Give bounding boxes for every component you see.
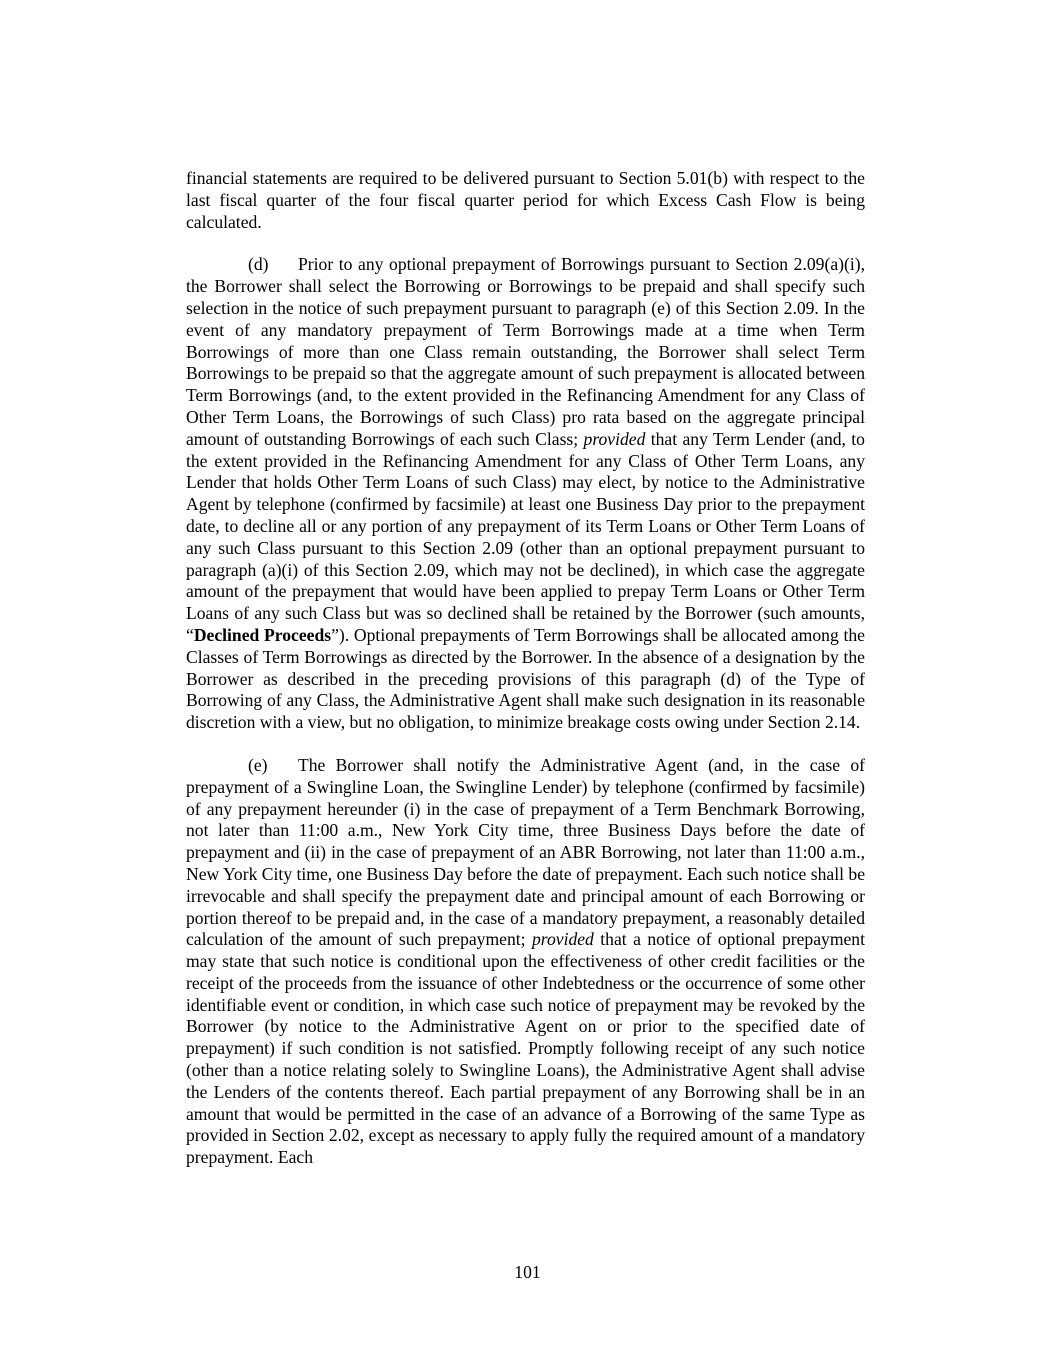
page-number: 101 (514, 1262, 541, 1282)
paragraph-c-continuation (186, 168, 865, 233)
paragraph-d-label: (d) (248, 254, 269, 275)
paragraph-e (186, 755, 865, 1169)
paragraph-d-text-3: ”). Optional prepayments of Term Borrowings shall be allocated among the Classes of Term Borrowings as directed by the Borrower. In the absence of a designation by the Borrower as described in the preceding provisions of this paragraph (d) of the Type of Borrowing of any Class, the Administrative Agent shall make such designation in its reasonable discretion with a view, but no obligation, to minimize breakage costs owing under Section 2.14. (186, 624, 865, 733)
paragraph-d-text-1: Prior to any optional prepayment of Borrowings pursuant to Section 2.09(a)(i), the Borrower shall select the Borrowing or Borrowings to be prepaid and shall specify such selection in the notice of such prepayment pursuant to paragraph (e) of this Section 2.09. In the event of any mandatory prepayment of Term Borrowings made at a time when Term Borrowings of more than one Class remain outstanding, the Borrower shall select Term Borrowings to be prepaid so that the aggregate amount of such prepayment is allocated between Term Borrowings (and, to the extent provided in the Refinancing Amendment for any Class of Other Term Loans, the Borrowings of such Class) pro rata based on the aggregate principal amount of outstanding Borrowings of each such Class; (186, 254, 865, 449)
paragraph-c-text: financial statements are required to be delivered pursuant to Section 5.01(b) with respect to the last fiscal quarter of the four fiscal quarter period for which Excess Cash Flow is being calculated. (186, 168, 865, 232)
paragraph-d-text-2: that any Term Lender (and, to the extent provided in the Refinancing Amendment for any Class of Other Term Loans, any Lender that holds Other Term Loans of such Class) may elect, by notice to the Administrative Agent by telephone (confirmed by facsimile) at least one Business Day prior to the prepayment date, to decline all or any portion of any prepayment of its Term Loans or Other Term Loans of any such Class pursuant to this Section 2.09 (other than an optional prepayment pursuant to paragraph (a)(i) of this Section 2.09, which may not be declined), in which case the aggregate amount of the prepayment that would have been applied to prepay Term Loans or Other Term Loans of any such Class but was so declined shall be retained by the Borrower (such amounts, “ (186, 428, 865, 645)
paragraph-d-emphasis: provided (583, 428, 646, 449)
paragraph-e-text-2: that a notice of optional prepayment may state that such notice is conditional upon the effectiveness of other credit facilities or the receipt of the proceeds from the issuance of other Indebtedness or the occurrence of some other identifiable event or condition, in which case such notice of prepayment may be revoked by the Borrower (by notice to the Administrative Agent on or prior to the specified date of prepayment) if such condition is not satisfied. Promptly following receipt of any such notice (other than a notice relating solely to Swingline Loans), the Administrative Agent shall advise the Lenders of the contents thereof. Each partial prepayment of any Borrowing shall be in an amount that would be permitted in the case of an advance of a Borrowing of the same Type as provided in Section 2.02, except as necessary to apply fully the required amount of a mandatory prepayment. Each (186, 929, 865, 1168)
paragraph-d (186, 254, 865, 734)
document-body (186, 168, 865, 1190)
paragraph-e-label: (e) (248, 754, 268, 775)
paragraph-e-emphasis: provided (531, 929, 594, 950)
paragraph-e-text-1: The Borrower shall notify the Administrative Agent (and, in the case of prepayment of a Swingline Loan, the Swingline Lender) by telephone (confirmed by facsimile) of any prepayment hereunder (i) in the case of prepayment of a Term Benchmark Borrowing, not later than 11:00 a.m., New York City time, three Business Days before the date of prepayment and (ii) in the case of prepayment of an ABR Borrowing, not later than 11:00 a.m., New York City time, one Business Day before the date of prepayment. Each such notice shall be irrevocable and shall specify the prepayment date and principal amount of each Borrowing or portion thereof to be prepaid and, in the case of a mandatory prepayment, a reasonably detailed calculation of the amount of such prepayment; (186, 754, 865, 950)
defined-term-declined-proceeds: Declined Proceeds (193, 624, 332, 645)
